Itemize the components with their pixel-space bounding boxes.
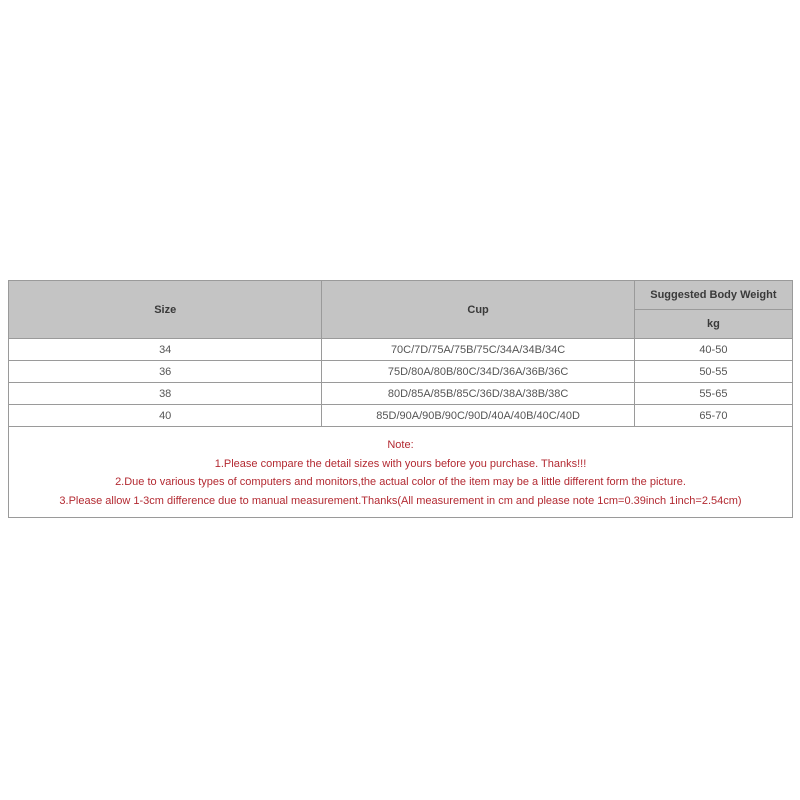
cell-cup: 75D/80A/80B/80C/34D/36A/36B/36C [322, 361, 634, 383]
cell-weight: 50-55 [634, 361, 792, 383]
cell-weight: 40-50 [634, 339, 792, 361]
notes-section [9, 427, 793, 518]
cell-cup: 80D/85A/85B/85C/36D/38A/38B/38C [322, 383, 634, 405]
cell-size: 36 [9, 361, 322, 383]
table-row [9, 339, 793, 361]
header-cup: Cup [322, 281, 634, 339]
cell-size: 40 [9, 405, 322, 427]
note-line-2: 2.Due to various types of computers and monitors,the actual color of the item may be a little different form the picture. [115, 476, 686, 488]
note-line-1: 1.Please compare the detail sizes with yours before you purchase. Thanks!!! [214, 457, 587, 470]
note-line-3: 3.Please allow 1-3cm difference due to manual measurement.Thanks(All measurement in cm and please note 1cm=0.39inch 1inch=2.54cm) [59, 494, 742, 507]
cell-weight: 65-70 [634, 405, 792, 427]
table-row [9, 361, 793, 383]
notes-title: Note: [387, 439, 414, 451]
cell-cup: 85D/90A/90B/90C/90D/40A/40B/40C/40D [322, 405, 634, 427]
notes-row [9, 427, 793, 518]
cell-cup: 70C/7D/75A/75B/75C/34A/34B/34C [322, 339, 634, 361]
size-chart-table [8, 280, 793, 518]
cell-size: 34 [9, 339, 322, 361]
table-row [9, 383, 793, 405]
header-suggested-body-weight: Suggested Body Weight [634, 281, 792, 310]
header-size: Size [9, 281, 322, 339]
cell-size: 38 [9, 383, 322, 405]
cell-weight: 55-65 [634, 383, 792, 405]
header-weight-unit: kg [634, 310, 792, 339]
table-row [9, 405, 793, 427]
